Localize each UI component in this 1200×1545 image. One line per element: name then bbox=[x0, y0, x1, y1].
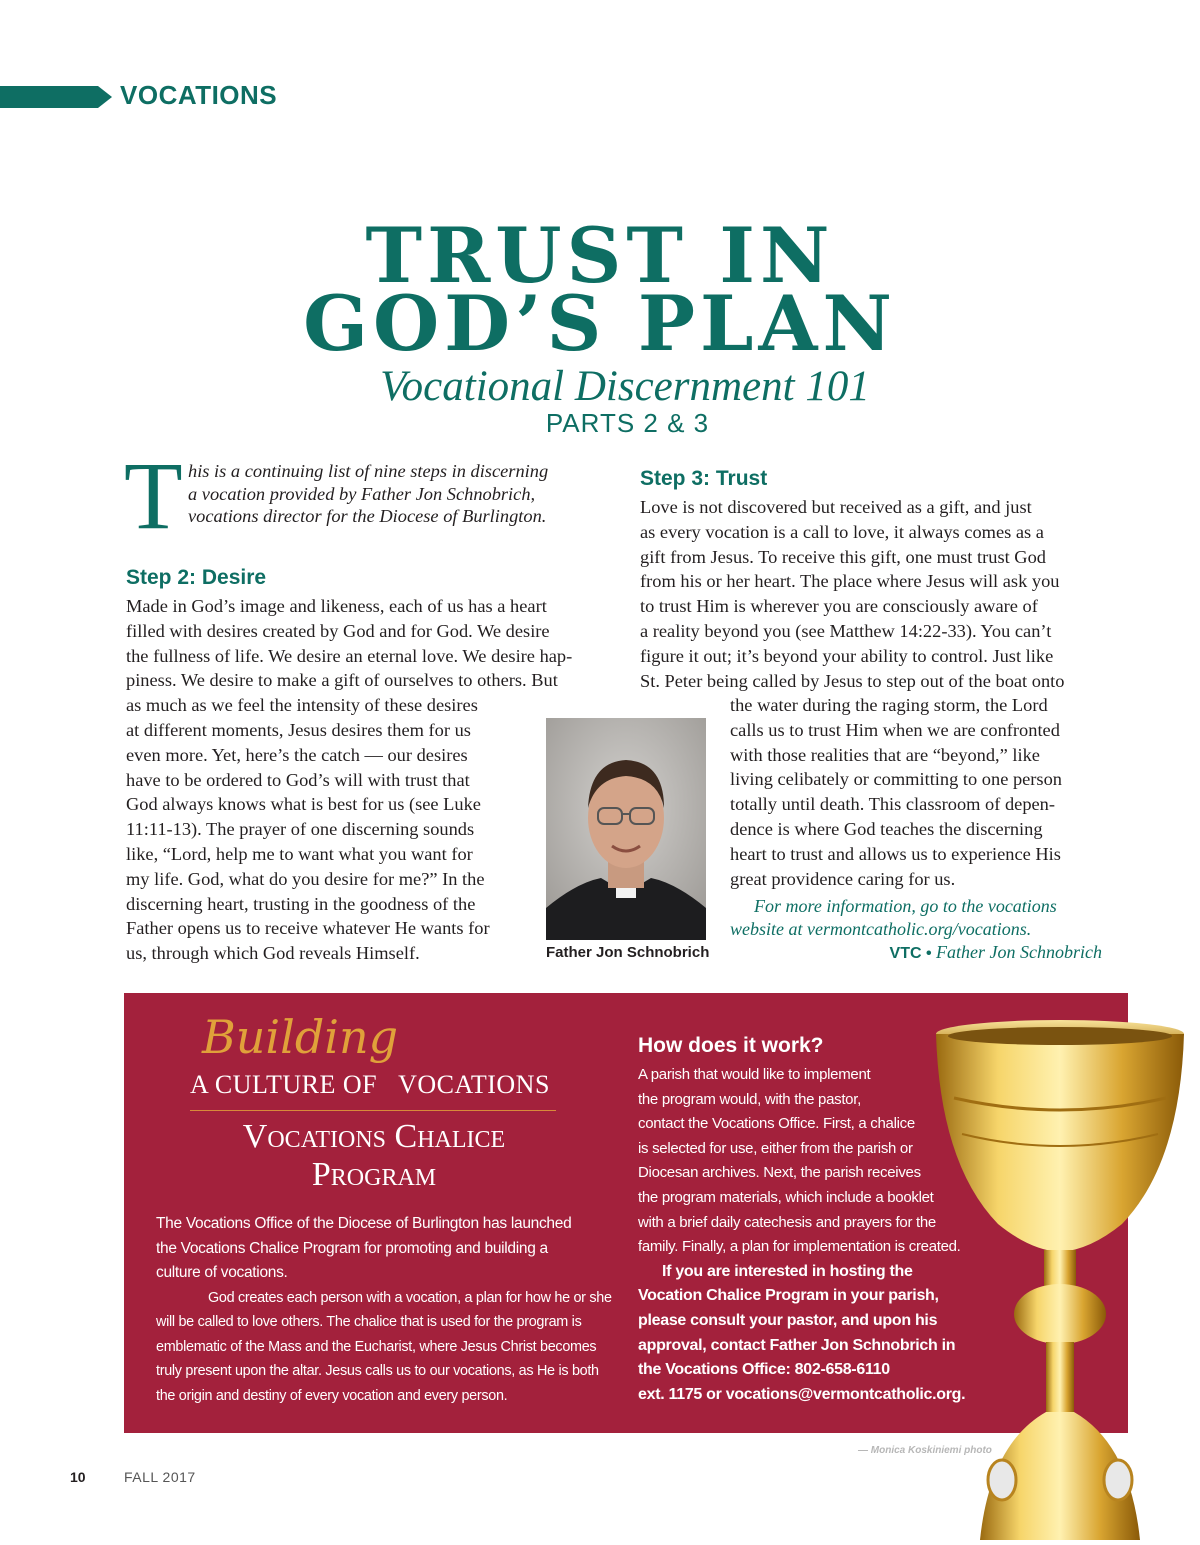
byline-separator: • bbox=[921, 945, 937, 962]
program-title-line: Program bbox=[311, 1156, 437, 1193]
program-title bbox=[174, 1118, 574, 1194]
chalice-photo bbox=[920, 1014, 1200, 1540]
step3-paragraph bbox=[640, 495, 1064, 693]
photo-caption: Father Jon Schnobrich bbox=[546, 944, 710, 961]
contact-line: ext. 1175 or vocations@vermontcatholic.org. bbox=[638, 1385, 966, 1403]
how-line: is selected for use, either from the parish or bbox=[638, 1139, 913, 1157]
step3-line: totally until death. This classroom of depen- bbox=[730, 794, 1056, 815]
step2-heading: Step 2: Desire bbox=[126, 566, 267, 589]
portrait-photo bbox=[546, 718, 706, 940]
contact-line: Vocation Chalice Program in your parish, bbox=[638, 1287, 939, 1305]
chalice-icon bbox=[920, 1014, 1200, 1540]
intro-line: a vocation provided by Father Jon Schnobrich, bbox=[188, 483, 536, 504]
step2-line: filled with desires created by God and for God. We desire bbox=[126, 620, 550, 641]
step3-line: figure it out; it’s beyond your ability to control. Just like bbox=[640, 645, 1054, 666]
program-title-line: Vocations Chalice bbox=[242, 1118, 506, 1155]
how-line: the program materials, which include a booklet bbox=[638, 1188, 934, 1206]
program-line: God creates each person with a vocation, a plan for how he or she bbox=[208, 1289, 612, 1306]
contact-line: the Vocations Office: 802-658-6110 bbox=[638, 1361, 890, 1379]
step2-line: Father opens us to receive whatever He wants for bbox=[126, 918, 490, 939]
arrow-bar-icon bbox=[98, 86, 112, 108]
step2-line: my life. God, what do you desire for me?” In the bbox=[126, 868, 485, 889]
title-rule bbox=[190, 1110, 556, 1111]
byline-org: VTC bbox=[889, 945, 922, 962]
step2-paragraph bbox=[126, 594, 572, 966]
program-line: the Vocations Chalice Program for promoting and building a bbox=[156, 1239, 548, 1257]
drop-cap: T bbox=[124, 442, 183, 549]
step3-line: dence is where God teaches the discerning bbox=[730, 818, 1043, 839]
more-info-line: website at vermontcatholic.org/vocations. bbox=[730, 919, 1032, 939]
headline-line-2: GOD’S PLAN bbox=[303, 279, 897, 368]
subtitle: Vocational Discernment 101 bbox=[380, 363, 870, 410]
more-info bbox=[730, 895, 1057, 941]
step3-line: a reality beyond you (see Matthew 14:22-33). You can’t bbox=[640, 620, 1052, 641]
how-line: Diocesan archives. Next, the parish receives bbox=[638, 1164, 921, 1182]
program-line: the origin and destiny of every vocation and every person. bbox=[156, 1387, 508, 1404]
step3-line: calls us to trust Him when we are confronted bbox=[730, 719, 1060, 740]
step2-line: have to be ordered to God’s will with trust that bbox=[126, 769, 470, 790]
how-line: with a brief daily catechesis and prayers for the bbox=[638, 1213, 936, 1231]
step2-line: even more. Yet, here’s the catch — our desires bbox=[126, 744, 468, 765]
headline-line-1: TRUST IN bbox=[365, 211, 835, 300]
culture-of-vocations bbox=[190, 1070, 550, 1100]
section-bar bbox=[0, 86, 98, 108]
step2-line: the fullness of life. We desire an eternal love. We desire hap- bbox=[126, 645, 573, 666]
step3-line: gift from Jesus. To receive this gift, one must trust God bbox=[640, 546, 1046, 567]
byline-name: Father Jon Schnobrich bbox=[936, 942, 1102, 962]
program-description bbox=[156, 1212, 616, 1408]
step2-line: at different moments, Jesus desires them for us bbox=[126, 719, 471, 740]
byline bbox=[890, 942, 1102, 963]
step2-line: 11:11-13). The prayer of one discerning sounds bbox=[126, 819, 475, 840]
program-line: truly present upon the altar. Jesus calls us to our vocations, as He is both bbox=[156, 1363, 599, 1379]
step3-line: to trust Him is wherever you are consciously aware of bbox=[640, 596, 1038, 617]
how-line: A parish that would like to implement bbox=[638, 1066, 871, 1083]
step2-line: God always knows what is best for us (see Luke bbox=[126, 794, 481, 815]
contact-line: If you are interested in hosting the bbox=[662, 1262, 913, 1280]
step2-line: as much as we feel the intensity of these desires bbox=[126, 695, 478, 716]
program-line: The Vocations Office of the Diocese of Burlington has launched bbox=[156, 1215, 572, 1232]
step2-line: Made in God’s image and likeness, each of us has a heart bbox=[126, 596, 547, 616]
step3-line: the water during the raging storm, the Lord bbox=[730, 695, 1048, 715]
how-line: the program would, with the pastor, bbox=[638, 1090, 861, 1108]
step3-paragraph-narrow bbox=[730, 693, 1062, 891]
parts-label: PARTS 2 & 3 bbox=[545, 408, 710, 438]
program-line: emblematic of the Mass and the Eucharist, where Jesus Christ becomes bbox=[156, 1338, 597, 1355]
step3-line: heart to trust and allows us to experience His bbox=[730, 843, 1061, 864]
contact-line: please consult your pastor, and upon his bbox=[638, 1311, 938, 1329]
photo-credit: — Monica Koskiniemi photo bbox=[858, 1445, 992, 1456]
how-line: family. Finally, a plan for implementation is created. bbox=[638, 1238, 961, 1256]
step2-line: piness. We desire to make a gift of ourselves to others. But bbox=[126, 670, 558, 691]
intro-paragraph bbox=[188, 460, 548, 528]
more-info-line: For more information, go to the vocations bbox=[754, 896, 1057, 916]
step2-line: like, “Lord, help me to want what you want for bbox=[126, 843, 473, 864]
how-body bbox=[638, 1063, 965, 1407]
step3-line: living celibately or committing to one person bbox=[730, 769, 1062, 790]
issue-label: FALL 2017 bbox=[124, 1469, 196, 1485]
portrait-image bbox=[546, 718, 706, 940]
step3-line: with those realities that are “beyond,” like bbox=[730, 744, 1040, 765]
intro-line: vocations director for the Diocese of Burlington. bbox=[188, 506, 547, 526]
step2-line: discerning heart, trusting in the goodness of the bbox=[126, 893, 476, 914]
step3-line: from his or her heart. The place where Jesus will ask you bbox=[640, 571, 1060, 592]
building-script: Building bbox=[202, 1010, 399, 1064]
contact-line: approval, contact Father Jon Schnobrich in bbox=[638, 1336, 956, 1354]
page-number: 10 bbox=[70, 1469, 86, 1485]
how-line: contact the Vocations Office. First, a chalice bbox=[638, 1115, 915, 1133]
how-heading: How does it work? bbox=[638, 1034, 824, 1057]
culture-right: VOCATIONS bbox=[398, 1070, 550, 1099]
program-line: culture of vocations. bbox=[156, 1264, 288, 1281]
step3-line: Love is not discovered but received as a gift, and just bbox=[640, 497, 1032, 517]
step3-line: as every vocation is a call to love, it always comes as a bbox=[640, 521, 1044, 542]
intro-line: his is a continuing list of nine steps in discerning bbox=[188, 461, 549, 481]
step2-line: us, through which God reveals Himself. bbox=[126, 943, 420, 964]
step3-line: St. Peter being called by Jesus to step out of the boat onto bbox=[640, 670, 1065, 691]
step3-heading: Step 3: Trust bbox=[640, 467, 768, 490]
program-line: will be called to love others. The chalice that is used for the program is bbox=[156, 1314, 582, 1330]
culture-left: A CULTURE OF bbox=[190, 1070, 378, 1099]
section-label: VOCATIONS bbox=[120, 80, 278, 110]
step3-line: great providence caring for us. bbox=[730, 868, 956, 889]
